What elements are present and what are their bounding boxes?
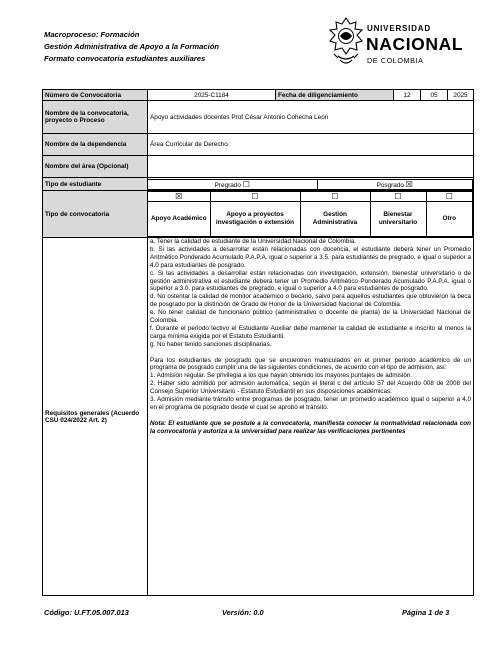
posgrado-checkbox[interactable]: ☒ [405, 179, 413, 189]
logo-de-colombia: DE COLOMBIA [367, 56, 424, 65]
requisitos-content [148, 238, 474, 596]
fecha-day: 12 [394, 90, 421, 101]
convocatoria-number-value: 2025-C1184 [148, 90, 276, 101]
logo-nacional: NACIONAL [366, 34, 464, 54]
area-label: Nombre del área (Opcional) [43, 156, 148, 178]
convocatoria-number-label: Número de Convocatoria [43, 90, 148, 101]
pregrado-label: Pregrado [214, 181, 241, 189]
requisito-item: a. Tener la calidad de estudiante de la Universidad Nacional de Colombia. [150, 238, 357, 245]
gestion-administrativa-checkbox[interactable]: ☐ [331, 192, 339, 201]
requisitos-label: Requisitos generales (Acuerdo CSU 024/2022 Art. 2) [43, 238, 148, 596]
posgrado-option[interactable] [317, 179, 473, 189]
logo-universidad: UNIVERSIDAD [367, 24, 431, 33]
posgrado-item: 1. Admisión regular. Se privilegia a los que hayan obtenido los mayores puntajes de admisión. [150, 372, 413, 380]
posgrado-label: Posgrado [376, 181, 404, 189]
university-logo [326, 16, 466, 70]
posgrado-item: 2. Haber sido admitido por admisión automática, según el literal c del artículo 57 del Acuerdo 008 de 2008 del Consejo Superior Universitario - Estatuto Estudiantil en sus disposiciones académicas. [150, 380, 471, 396]
bienestar-checkbox[interactable]: ☐ [394, 192, 402, 201]
pregrado-checkbox[interactable]: ☐ [242, 179, 250, 189]
fecha-month: 05 [421, 90, 448, 101]
tipo-estudiante-options [148, 179, 473, 190]
posgrado-intro: Para los estudiantes de posgrado que se encuentren matriculados en el primer periodo académico de un programa de posgrado cumplir una de las siguientes condiciones, de acuerdo con el tipo de admisión, así: [150, 356, 471, 372]
fecha-label: Fecha de diligenciamiento [276, 90, 394, 101]
header-macroproceso: Macroproceso: Formación [44, 30, 140, 39]
document-header [44, 29, 294, 65]
pregrado-option[interactable] [148, 179, 317, 189]
requisito-item: f. Durante el periodo lectivo el Estudiante Auxiliar debe mantener la calidad de estudiante e inscrito al menos la carga mínima exigida por el Estatuto Estudiantil. [150, 324, 471, 340]
otro-checkbox[interactable]: ☐ [445, 192, 453, 201]
tipo-estudiante-label: Tipo de estudiante [43, 178, 148, 191]
dependencia-value: Área Curricular de Derecho [148, 134, 474, 156]
posgrado-item: 3. Admisión mediante tránsito entre programas de posgrado, tener un promedio académico igual o superior a 4.0 en el programa de posgrado desde el cual se aprobó el tránsito. [150, 396, 471, 412]
apoyo-proyectos-label: Apoyo a proyectos investigación o extensión [215, 211, 295, 226]
header-gestion: Gestión Administrativa de Apoyo a la Formación [44, 42, 219, 51]
dependencia-label: Nombre de la dependencia [43, 134, 148, 156]
apoyo-academico-checkbox[interactable]: ☒ [175, 192, 183, 201]
bienestar-label: Bienestar universitario [378, 211, 418, 226]
otro-label: Otro [442, 215, 456, 223]
requisito-item: g. No haber tenido sanciones disciplinarias. [150, 340, 272, 348]
nota-text: Nota: El estudiante que se postule a la convocatoria, manifiesta conocer la normatividad relacionada con la convocatoria y autoriza a la universidad para realizar las verificaciones pertinentes [150, 419, 471, 435]
header-formato: Formato convocatoria estudiantes auxiliares [44, 54, 206, 63]
footer-codigo: Código: U.FT.05.007.013 [44, 608, 129, 617]
requisito-item: d. No ostentar la calidad de monitor académico o becario, salvo para aquellos estudiantes que obtuvieron la beca de posgrado por la distinción de Grado de Honor de la Universidad Nacional de Colombia. [150, 293, 471, 309]
tipo-convocatoria-options [148, 191, 473, 237]
proceso-value: Apoyo actividades docentes Prof César Antonio Cohecha León [148, 101, 474, 134]
convocatoria-form-table [42, 89, 474, 596]
footer-version: Versión: 0.0 [222, 608, 264, 617]
requisito-item: c. Si las actividades a desarrollar están relacionadas con investigación, extensión, bienestar universitario o de gestión administrativa el estudiante deberá tener un Promedio Aritmético Ponderado Acumulado P.A.P.A. igual o superior a 3.0. para estudiantes de pregrado, e igual o superior a 4.0 para estudiantes de posgrado. [150, 269, 471, 293]
gestion-administrativa-label: Gestión Administrativa [312, 211, 358, 226]
fecha-year: 2025 [448, 90, 474, 101]
university-seal-icon [326, 16, 366, 68]
area-value [148, 156, 474, 178]
apoyo-academico-label: Apoyo Académico [150, 215, 207, 223]
footer-pagina: Página 1 de 3 [402, 608, 450, 617]
proceso-label: Nombre de la convocatoria, proyecto o Proceso [43, 101, 148, 134]
requisito-item: e. No tener calidad de funcionario público (administrativo o docente de planta) de la Universidad Nacional de Colombia. [150, 309, 471, 325]
tipo-convocatoria-label: Tipo de convocatoria [43, 191, 148, 238]
apoyo-proyectos-checkbox[interactable]: ☐ [251, 192, 259, 201]
requisito-item: b. Si las actividades a desarrollar están relacionadas con docencia, el estudiante deberá tener un Promedio Aritmético Ponderado Acumulado P.A.P.A. igual o superior a 3.5. para estudiantes de pregrado, e igual o superior a 4.0 para estudiantes de posgrado. [150, 245, 471, 269]
